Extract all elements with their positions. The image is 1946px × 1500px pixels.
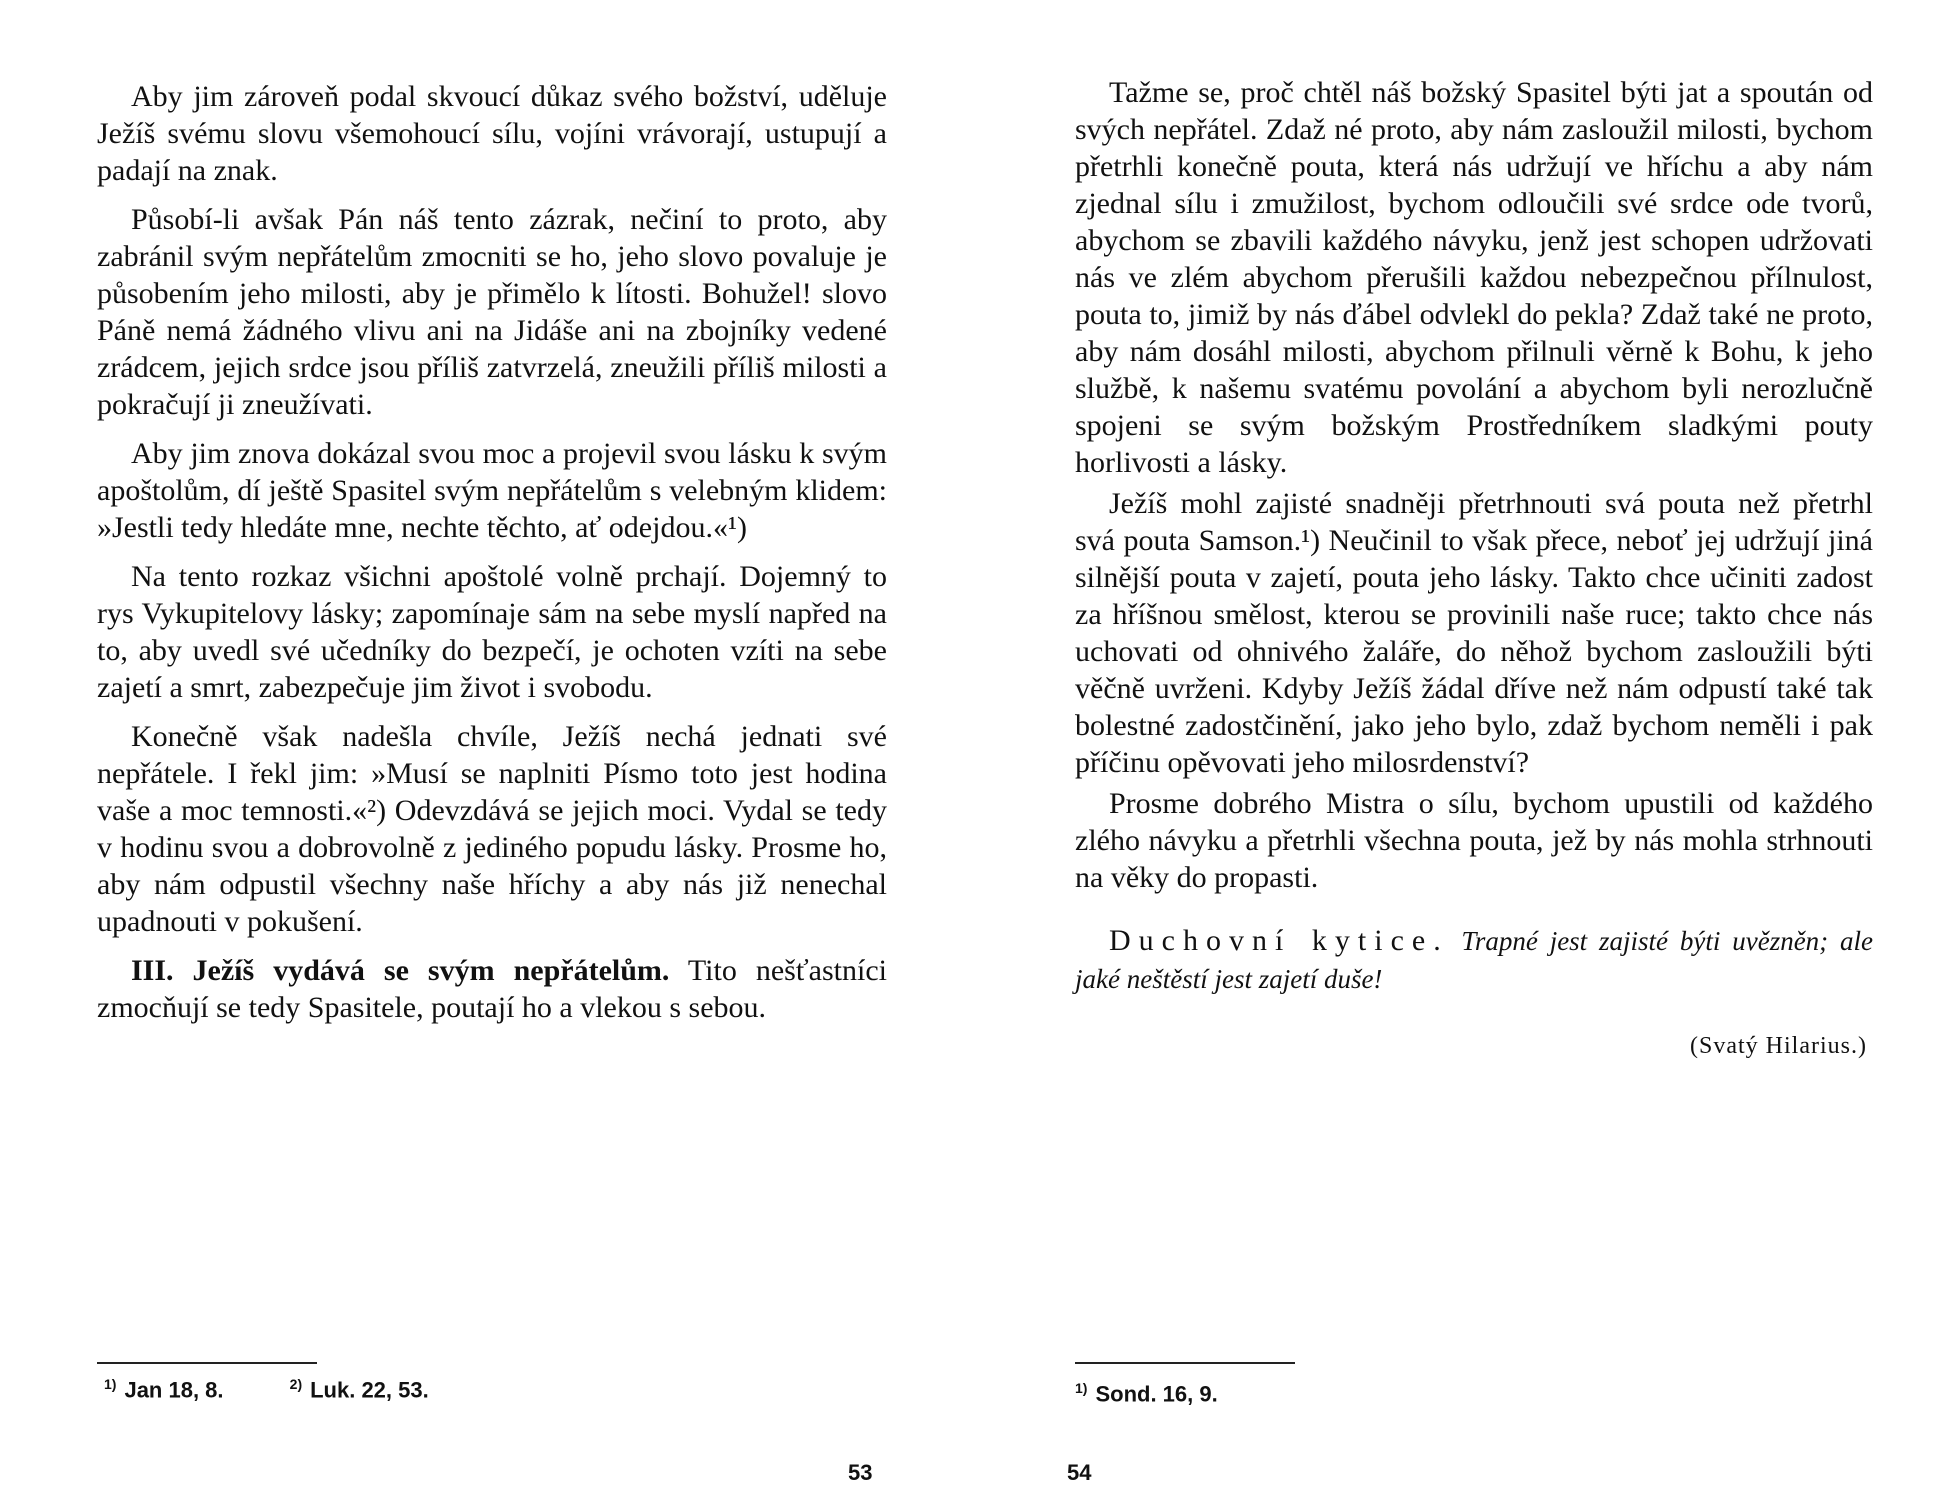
paragraph: Prosme dobrého Mistra o sílu, bychom upustili od každého zlého návyku a přetrhli všechna pouta, jež by nás mohla strhnouti na věky do propasti.: [1075, 787, 1873, 894]
paragraph: Na tento rozkaz všichni apoštolé volně prchají. Dojemný to rys Vykupitelovy lásky; zapomínaje sám na sebe myslí napřed na to, aby uvedl své učedníky do bezpečí, je ochoten vzíti na sebe zajetí a smrt, zabezpečuje jim život i svobodu.: [97, 560, 887, 704]
footnotes: [104, 1376, 489, 1403]
footnote: [104, 1376, 224, 1403]
footnote: [1075, 1380, 1218, 1407]
footnote-mark: 2): [289, 1376, 303, 1392]
bouquet-attribution: (Svatý Hilarius.): [1690, 1033, 1867, 1059]
paragraph: Tažme se, proč chtěl náš božský Spasitel býti jat a spoután od svých nepřátel. Zdaž né proto, aby nám zasloužil milosti, bychom přetrhli konečně pouta, která nás udržují ve hříchu a aby nám zjednal sílu i zmužilost, bychom odloučili své srdce ode tvorů, abychom se zbavili každého návyku, jenž jest schopen udržovati nás ve zlém abychom přerušili každou nebezpečnou přílnulost, pouta to, jimiž by nás ďábel odvlekl do pekla? Zdaž také ne proto, aby nám dosáhl milosti, abychom přilnuli věrně k Bohu, k jeho službě, k našemu svatému povolání a abychom byli nerozlučně spojeni se svým božským Prostředníkem sladkými pouty horlivosti a lásky.: [1075, 76, 1873, 479]
paragraph: Aby jim zároveň podal skvoucí důkaz svého božství, uděluje Ježíš svému slovu všemohoucí sílu, vojíni vrávorají, ustupují a padají na znak.: [97, 80, 887, 187]
paragraph: Konečně však nadešla chvíle, Ježíš nechá jednati své nepřátele. I řekl jim: »Musí se naplniti Písmo toto jest hodina vaše a moc temnosti.«²) Odevzdává se jejich moci. Vydal se tedy v hodinu svou a dobrovolně z jediného popudu lásky. Prosme ho, aby nám odpustil všechny naše hříchy a aby nás již nenechal upadnouti v pokušení.: [97, 720, 887, 938]
spiritual-bouquet: [1075, 922, 1873, 998]
footnotes: [1075, 1380, 1278, 1407]
footnote-mark: 1): [1075, 1380, 1088, 1396]
left-page-text: [97, 78, 887, 1038]
section-heading: III. Ježíš vydává se svým nepřátelům.: [131, 954, 670, 987]
bouquet-label: Duchovní kytice.: [1109, 924, 1449, 957]
footnote-divider: [97, 1362, 317, 1364]
footnote-text: Luk. 22, 53.: [310, 1377, 429, 1403]
page-number: 53: [848, 1460, 873, 1485]
paragraph: Aby jim znova dokázal svou moc a projevil svou lásku k svým apoštolům, dí ještě Spasitel svým nepřátelům s velebným klidem: »Jestli tedy hledáte mne, nechte těchto, ať odejdou.«¹): [97, 437, 887, 544]
right-page-text: [1075, 74, 1873, 1065]
footnote: [290, 1376, 429, 1403]
footnote-divider: [1075, 1362, 1295, 1364]
page-number: 54: [1067, 1460, 1092, 1485]
footnote-text: Sond. 16, 9.: [1095, 1381, 1218, 1407]
footnote-mark: 1): [104, 1376, 117, 1392]
section-paragraph: [97, 952, 887, 1026]
right-page: [973, 0, 1946, 1500]
paragraph: Ježíš mohl zajisté snadněji přetrhnouti svá pouta než přetrhl svá pouta Samson.¹) Neučinil to však přece, neboť jej udržují jiná silnější pouta v zajetí, pouta jeho lásky. Takto chce učiniti zadost za hříšnou smělost, kterou se provinili naše ruce; takto chce nás uchovati od ohnivého žaláře, do něhož bychom zasloužili býti věčně uvrženi. Kdyby Ježíš žádal dříve než nám odpustí také tak bolestné zadostčinění, jako jeho bylo, zdaž bychom neměli i pak příčinu opěvovati jeho milosrdenství?: [1075, 487, 1873, 779]
footnote-text: Jan 18, 8.: [124, 1377, 224, 1403]
paragraph: Působí-li avšak Pán náš tento zázrak, nečiní to proto, aby zabránil svým nepřátelům zmocniti se ho, jeho slovo povaluje je působením jeho milosti, aby je přimělo k lítosti. Bohužel! slovo Páně nemá žádného vlivu ani na Jidáše ani na zbojníky vedené zrádcem, jejich srdce jsou příliš zatvrzelá, zneužili příliš milosti a pokračují ji zneužívati.: [97, 203, 887, 421]
bouquet-quote: Trapné jest zajisté býti uvězněn; ale jaké neštěstí jest zajetí duše!: [1075, 926, 1874, 994]
section-text: Tito nešťastníci zmocňují se tedy Spasitele, poutají ho a vlekou s sebou.: [97, 954, 887, 1024]
